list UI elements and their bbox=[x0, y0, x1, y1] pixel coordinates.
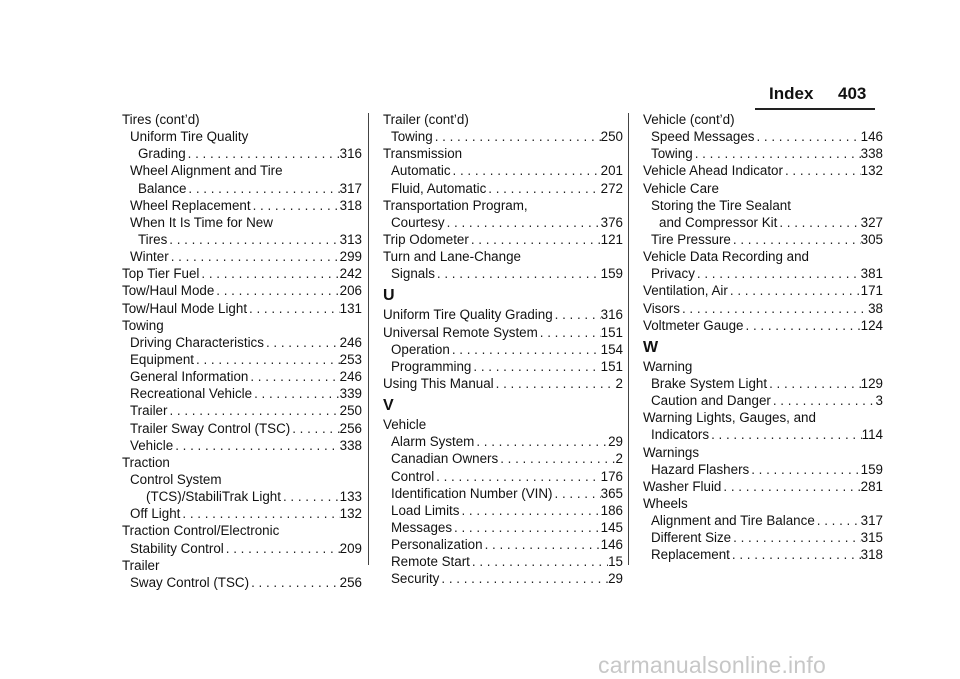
entry-term: Balance bbox=[138, 180, 187, 196]
index-entry[interactable] bbox=[383, 248, 623, 265]
dot-leader bbox=[709, 426, 862, 443]
dot-leader bbox=[744, 317, 861, 334]
dot-leader bbox=[247, 300, 340, 317]
entry-term: When It Is Time for New bbox=[130, 214, 273, 230]
entry-page-number: 246 bbox=[339, 334, 362, 350]
entry-page-number: 132 bbox=[339, 506, 362, 522]
index-entry[interactable] bbox=[383, 341, 623, 358]
dot-leader bbox=[224, 540, 340, 557]
dot-leader bbox=[783, 162, 861, 179]
page-number: 403 bbox=[838, 84, 867, 103]
index-entry[interactable] bbox=[383, 375, 623, 392]
index-letter-heading: W bbox=[643, 338, 659, 356]
entry-page-number: 145 bbox=[600, 519, 623, 535]
index-entry[interactable] bbox=[122, 488, 362, 505]
dot-leader bbox=[749, 461, 860, 478]
entry-term: Tow/Haul Mode bbox=[122, 283, 215, 299]
entry-page-number: 318 bbox=[339, 197, 362, 213]
dot-leader bbox=[767, 375, 861, 392]
entry-page-number: 338 bbox=[860, 146, 883, 162]
header-rule bbox=[755, 108, 875, 110]
dot-leader bbox=[281, 488, 340, 505]
index-entry[interactable] bbox=[383, 468, 623, 485]
index-entry[interactable] bbox=[122, 111, 362, 128]
entry-term: Towing bbox=[391, 129, 433, 145]
index-entry[interactable] bbox=[122, 402, 362, 419]
entry-page-number: 209 bbox=[339, 540, 362, 556]
entry-term: Turn and Lane-Change bbox=[383, 249, 521, 265]
index-entry[interactable] bbox=[383, 231, 623, 248]
column-divider bbox=[368, 113, 369, 565]
entry-page-number: 281 bbox=[860, 478, 883, 494]
dot-leader bbox=[169, 248, 340, 265]
index-entry[interactable] bbox=[383, 214, 623, 231]
index-entry[interactable] bbox=[643, 162, 883, 179]
index-entry[interactable] bbox=[643, 529, 883, 546]
dot-leader bbox=[452, 519, 601, 536]
entry-page-number: 318 bbox=[860, 547, 883, 563]
entry-page-number: 38 bbox=[868, 300, 883, 316]
entry-term: Operation bbox=[391, 341, 450, 357]
entry-term: Fluid, Automatic bbox=[391, 180, 487, 196]
dot-leader bbox=[214, 282, 339, 299]
entry-term: Universal Remote System bbox=[383, 324, 538, 340]
entry-term: Vehicle bbox=[383, 417, 427, 433]
entry-page-number: 381 bbox=[860, 266, 883, 282]
index-entry[interactable] bbox=[122, 282, 362, 299]
index-entry[interactable] bbox=[643, 444, 883, 461]
entry-term: Warning bbox=[643, 358, 693, 374]
dot-leader bbox=[199, 265, 339, 282]
entry-term: Signals bbox=[391, 266, 435, 282]
dot-leader bbox=[251, 197, 340, 214]
dot-leader bbox=[474, 433, 608, 450]
index-entry[interactable] bbox=[383, 416, 623, 433]
index-entry[interactable] bbox=[643, 197, 883, 214]
column-divider bbox=[628, 113, 629, 565]
entry-page-number: 313 bbox=[339, 231, 362, 247]
entry-term: General Information bbox=[130, 369, 249, 385]
dot-leader bbox=[777, 214, 860, 231]
index-entry[interactable] bbox=[383, 433, 623, 450]
entry-page-number: 246 bbox=[339, 369, 362, 385]
index-entry[interactable] bbox=[383, 553, 623, 570]
index-entry[interactable] bbox=[383, 485, 623, 502]
entry-term: Security bbox=[391, 571, 440, 587]
page-header bbox=[0, 84, 960, 108]
entry-term: Trip Odometer bbox=[383, 231, 469, 247]
index-column-1 bbox=[122, 111, 362, 591]
entry-term: Hazard Flashers bbox=[651, 461, 750, 477]
index-entry[interactable] bbox=[643, 265, 883, 282]
entry-term: Replacement bbox=[651, 547, 730, 563]
dot-leader bbox=[290, 420, 339, 437]
dot-leader bbox=[721, 478, 860, 495]
entry-page-number: 299 bbox=[339, 249, 362, 265]
entry-term: Messages bbox=[391, 519, 453, 535]
index-entry[interactable] bbox=[643, 546, 883, 563]
entry-term: (TCS)/StabiliTrak Light bbox=[146, 489, 281, 505]
entry-term: Traction Control/Electronic bbox=[122, 523, 280, 539]
entry-term: Wheels bbox=[643, 495, 688, 511]
entry-page-number: 206 bbox=[339, 283, 362, 299]
dot-leader bbox=[731, 529, 861, 546]
entry-page-number: 317 bbox=[860, 513, 883, 529]
index-entry[interactable] bbox=[122, 265, 362, 282]
index-column-3 bbox=[643, 111, 883, 564]
entry-page-number: 15 bbox=[608, 554, 623, 570]
entry-page-number: 132 bbox=[860, 163, 883, 179]
entry-page-number: 242 bbox=[339, 266, 362, 282]
entry-term: Uniform Tire Quality bbox=[130, 129, 249, 145]
entry-term: Visors bbox=[643, 300, 680, 316]
dot-leader bbox=[483, 536, 601, 553]
entry-term: Uniform Tire Quality Grading bbox=[383, 307, 553, 323]
index-entry[interactable] bbox=[122, 334, 362, 351]
index-entry[interactable] bbox=[643, 145, 883, 162]
index-entry[interactable] bbox=[383, 162, 623, 179]
dot-leader bbox=[471, 358, 600, 375]
index-entry[interactable] bbox=[643, 214, 883, 231]
entry-page-number: 171 bbox=[860, 283, 883, 299]
index-entry[interactable] bbox=[122, 214, 362, 231]
entry-term: Top Tier Fuel bbox=[122, 266, 200, 282]
index-entry[interactable] bbox=[643, 461, 883, 478]
index-entry[interactable] bbox=[122, 471, 362, 488]
index-entry[interactable] bbox=[383, 519, 623, 536]
index-entry[interactable] bbox=[383, 180, 623, 197]
index-entry[interactable] bbox=[643, 478, 883, 495]
dot-leader bbox=[469, 231, 601, 248]
entry-page-number: 151 bbox=[600, 324, 623, 340]
dot-leader bbox=[553, 306, 601, 323]
entry-term: Towing bbox=[122, 317, 164, 333]
entry-page-number: 124 bbox=[860, 317, 883, 333]
entry-page-number: 129 bbox=[860, 375, 883, 391]
entry-page-number: 256 bbox=[339, 574, 362, 590]
entry-term: Using This Manual bbox=[383, 375, 494, 391]
index-entry[interactable] bbox=[122, 385, 362, 402]
entry-term: Voltmeter Gauge bbox=[643, 317, 744, 333]
index-entry[interactable] bbox=[643, 426, 883, 443]
entry-page-number: 3 bbox=[875, 393, 883, 409]
watermark-text: carmanualsonline.info bbox=[598, 652, 826, 678]
entry-term: Wheel Alignment and Tire bbox=[130, 163, 283, 179]
dot-leader bbox=[450, 341, 601, 358]
entry-term: Trailer bbox=[130, 403, 168, 419]
entry-term: Transmission bbox=[383, 146, 463, 162]
entry-term: Programming bbox=[391, 358, 472, 374]
entry-term: Vehicle bbox=[130, 437, 174, 453]
dot-leader bbox=[459, 502, 600, 519]
entry-term: Equipment bbox=[130, 351, 195, 367]
entry-page-number: 146 bbox=[860, 129, 883, 145]
entry-term: Transportation Program, bbox=[383, 197, 528, 213]
entry-page-number: 256 bbox=[339, 420, 362, 436]
dot-leader bbox=[167, 231, 339, 248]
index-letter-heading: V bbox=[383, 397, 394, 415]
index-entry[interactable] bbox=[383, 306, 623, 323]
entry-term: Privacy bbox=[651, 266, 695, 282]
dot-leader bbox=[538, 324, 601, 341]
index-entry[interactable] bbox=[643, 282, 883, 299]
entry-term: Trailer bbox=[122, 557, 160, 573]
entry-term: Recreational Vehicle bbox=[130, 386, 253, 402]
index-entry[interactable] bbox=[383, 265, 623, 282]
dot-leader bbox=[695, 265, 861, 282]
index-entry[interactable] bbox=[643, 512, 883, 529]
entry-term: Grading bbox=[138, 146, 186, 162]
index-entry[interactable] bbox=[122, 180, 362, 197]
index-entry[interactable] bbox=[122, 317, 362, 334]
entry-page-number: 146 bbox=[600, 537, 623, 553]
dot-leader bbox=[180, 505, 339, 522]
entry-term: Towing bbox=[651, 146, 693, 162]
entry-page-number: 176 bbox=[600, 468, 623, 484]
index-entry[interactable] bbox=[122, 248, 362, 265]
index-entry[interactable] bbox=[383, 111, 623, 128]
dot-leader bbox=[728, 282, 861, 299]
index-entry[interactable] bbox=[122, 505, 362, 522]
entry-term: Tires bbox=[138, 231, 168, 247]
index-entry[interactable] bbox=[643, 409, 883, 426]
index-entry[interactable] bbox=[122, 231, 362, 248]
entry-page-number: 327 bbox=[860, 214, 883, 230]
entry-term: Load Limits bbox=[391, 502, 460, 518]
entry-page-number: 250 bbox=[600, 129, 623, 145]
entry-page-number: 186 bbox=[600, 502, 623, 518]
entry-term: Control bbox=[391, 468, 435, 484]
dot-leader bbox=[249, 574, 340, 591]
section-title: Index bbox=[769, 84, 814, 103]
dot-leader bbox=[730, 546, 861, 563]
entry-term: Winter bbox=[130, 249, 169, 265]
index-entry[interactable] bbox=[122, 522, 362, 539]
entry-page-number: 305 bbox=[860, 231, 883, 247]
entry-page-number: 29 bbox=[608, 434, 623, 450]
entry-page-number: 317 bbox=[339, 180, 362, 196]
index-entry[interactable] bbox=[122, 300, 362, 317]
index-entry[interactable] bbox=[383, 145, 623, 162]
entry-term: Tire Pressure bbox=[651, 231, 731, 247]
dot-leader bbox=[553, 485, 601, 502]
dot-leader bbox=[167, 402, 339, 419]
index-entry[interactable] bbox=[122, 557, 362, 574]
index-entry[interactable] bbox=[383, 197, 623, 214]
entry-page-number: 2 bbox=[615, 375, 623, 391]
index-entry[interactable] bbox=[383, 502, 623, 519]
entry-term: Canadian Owners bbox=[391, 451, 499, 467]
index-letter-heading: U bbox=[383, 287, 395, 305]
dot-leader bbox=[771, 392, 876, 409]
entry-term: Ventilation, Air bbox=[643, 283, 728, 299]
dot-leader bbox=[194, 351, 340, 368]
index-column-2 bbox=[383, 111, 623, 588]
entry-page-number: 365 bbox=[600, 485, 623, 501]
entry-term: Stability Control bbox=[130, 540, 224, 556]
dot-leader bbox=[470, 553, 608, 570]
index-entry[interactable] bbox=[122, 351, 362, 368]
index-entry[interactable] bbox=[122, 368, 362, 385]
entry-page-number: 253 bbox=[339, 351, 362, 367]
dot-leader bbox=[680, 300, 868, 317]
index-entry[interactable] bbox=[643, 111, 883, 128]
index-entry[interactable] bbox=[643, 180, 883, 197]
entry-page-number: 338 bbox=[339, 437, 362, 453]
index-entry[interactable] bbox=[643, 231, 883, 248]
entry-term: Identification Number (VIN) bbox=[391, 485, 553, 501]
index-entry[interactable] bbox=[643, 358, 883, 375]
entry-term: Alarm System bbox=[391, 434, 475, 450]
entry-term: Warnings bbox=[643, 444, 700, 460]
index-entry[interactable] bbox=[643, 300, 883, 317]
dot-leader bbox=[486, 180, 600, 197]
entry-term: Vehicle (cont’d) bbox=[643, 112, 735, 127]
index-entry[interactable] bbox=[383, 358, 623, 375]
entry-page-number: 114 bbox=[861, 427, 883, 443]
index-entry[interactable] bbox=[643, 375, 883, 392]
index-entry[interactable] bbox=[122, 420, 362, 437]
entry-page-number: 316 bbox=[339, 146, 362, 162]
index-entry[interactable] bbox=[122, 540, 362, 557]
index-entry[interactable] bbox=[122, 128, 362, 145]
entry-term: Personalization bbox=[391, 537, 483, 553]
entry-term: Warning Lights, Gauges, and bbox=[643, 410, 816, 426]
dot-leader bbox=[439, 570, 608, 587]
entry-term: Automatic bbox=[391, 163, 451, 179]
dot-leader bbox=[693, 145, 861, 162]
entry-term: Remote Start bbox=[391, 554, 470, 570]
entry-page-number: 376 bbox=[600, 214, 623, 230]
dot-leader bbox=[451, 162, 601, 179]
entry-term: Traction bbox=[122, 454, 170, 470]
entry-term: Trailer (cont’d) bbox=[383, 112, 469, 127]
entry-page-number: 159 bbox=[860, 461, 883, 477]
entry-term: Trailer Sway Control (TSC) bbox=[130, 420, 291, 436]
dot-leader bbox=[173, 437, 339, 454]
entry-term: Brake System Light bbox=[651, 375, 768, 391]
index-entry[interactable] bbox=[643, 128, 883, 145]
dot-leader bbox=[445, 214, 601, 231]
index-entry[interactable] bbox=[383, 536, 623, 553]
index-entry[interactable] bbox=[122, 437, 362, 454]
index-entry[interactable] bbox=[383, 570, 623, 587]
entry-term: Different Size bbox=[651, 530, 732, 546]
dot-leader bbox=[433, 128, 601, 145]
entry-page-number: 154 bbox=[600, 341, 623, 357]
dot-leader bbox=[815, 512, 861, 529]
entry-page-number: 159 bbox=[600, 266, 623, 282]
index-entry[interactable] bbox=[643, 495, 883, 512]
index-entry[interactable] bbox=[383, 450, 623, 467]
dot-leader bbox=[434, 468, 600, 485]
entry-page-number: 272 bbox=[600, 180, 623, 196]
entry-term: Speed Messages bbox=[651, 129, 755, 145]
dot-leader bbox=[186, 180, 339, 197]
entry-term: Tires (cont’d) bbox=[122, 112, 200, 127]
entry-term: Vehicle Data Recording and bbox=[643, 249, 810, 265]
dot-leader bbox=[264, 334, 340, 351]
entry-term: Wheel Replacement bbox=[130, 197, 251, 213]
dot-leader bbox=[435, 265, 601, 282]
entry-page-number: 121 bbox=[600, 231, 623, 247]
dot-leader bbox=[498, 450, 615, 467]
entry-term: Vehicle Care bbox=[643, 180, 719, 196]
entry-page-number: 131 bbox=[339, 300, 362, 316]
entry-page-number: 250 bbox=[339, 403, 362, 419]
dot-leader bbox=[494, 375, 616, 392]
dot-leader bbox=[731, 231, 861, 248]
index-entry[interactable] bbox=[122, 145, 362, 162]
entry-term: Tow/Haul Mode Light bbox=[122, 300, 248, 316]
entry-term: Alignment and Tire Balance bbox=[651, 513, 815, 529]
dot-leader bbox=[252, 385, 340, 402]
entry-term: and Compressor Kit bbox=[659, 214, 778, 230]
index-entry[interactable] bbox=[122, 162, 362, 179]
entry-term: Indicators bbox=[651, 427, 710, 443]
dot-leader bbox=[248, 368, 339, 385]
index-entry[interactable] bbox=[643, 392, 883, 409]
entry-page-number: 201 bbox=[600, 163, 623, 179]
entry-page-number: 316 bbox=[600, 307, 623, 323]
entry-page-number: 133 bbox=[339, 489, 362, 505]
entry-page-number: 29 bbox=[608, 571, 623, 587]
index-entry[interactable] bbox=[122, 454, 362, 471]
index-entry[interactable] bbox=[122, 197, 362, 214]
index-entry[interactable] bbox=[643, 317, 883, 334]
entry-page-number: 315 bbox=[860, 530, 883, 546]
entry-term: Driving Characteristics bbox=[130, 334, 264, 350]
entry-term: Washer Fluid bbox=[643, 478, 722, 494]
entry-term: Courtesy bbox=[391, 214, 445, 230]
entry-term: Vehicle Ahead Indicator bbox=[643, 163, 783, 179]
entry-term: Off Light bbox=[130, 506, 181, 522]
entry-page-number: 151 bbox=[600, 358, 623, 374]
entry-term: Control System bbox=[130, 471, 222, 487]
index-entry[interactable] bbox=[383, 324, 623, 341]
dot-leader bbox=[186, 145, 340, 162]
index-entry[interactable] bbox=[383, 128, 623, 145]
dot-leader bbox=[754, 128, 860, 145]
entry-term: Sway Control (TSC) bbox=[130, 574, 250, 590]
entry-page-number: 2 bbox=[615, 451, 623, 467]
entry-term: Caution and Danger bbox=[651, 393, 771, 409]
index-entry[interactable] bbox=[122, 574, 362, 591]
entry-page-number: 339 bbox=[339, 386, 362, 402]
entry-term: Storing the Tire Sealant bbox=[651, 197, 791, 213]
index-entry[interactable] bbox=[643, 248, 883, 265]
